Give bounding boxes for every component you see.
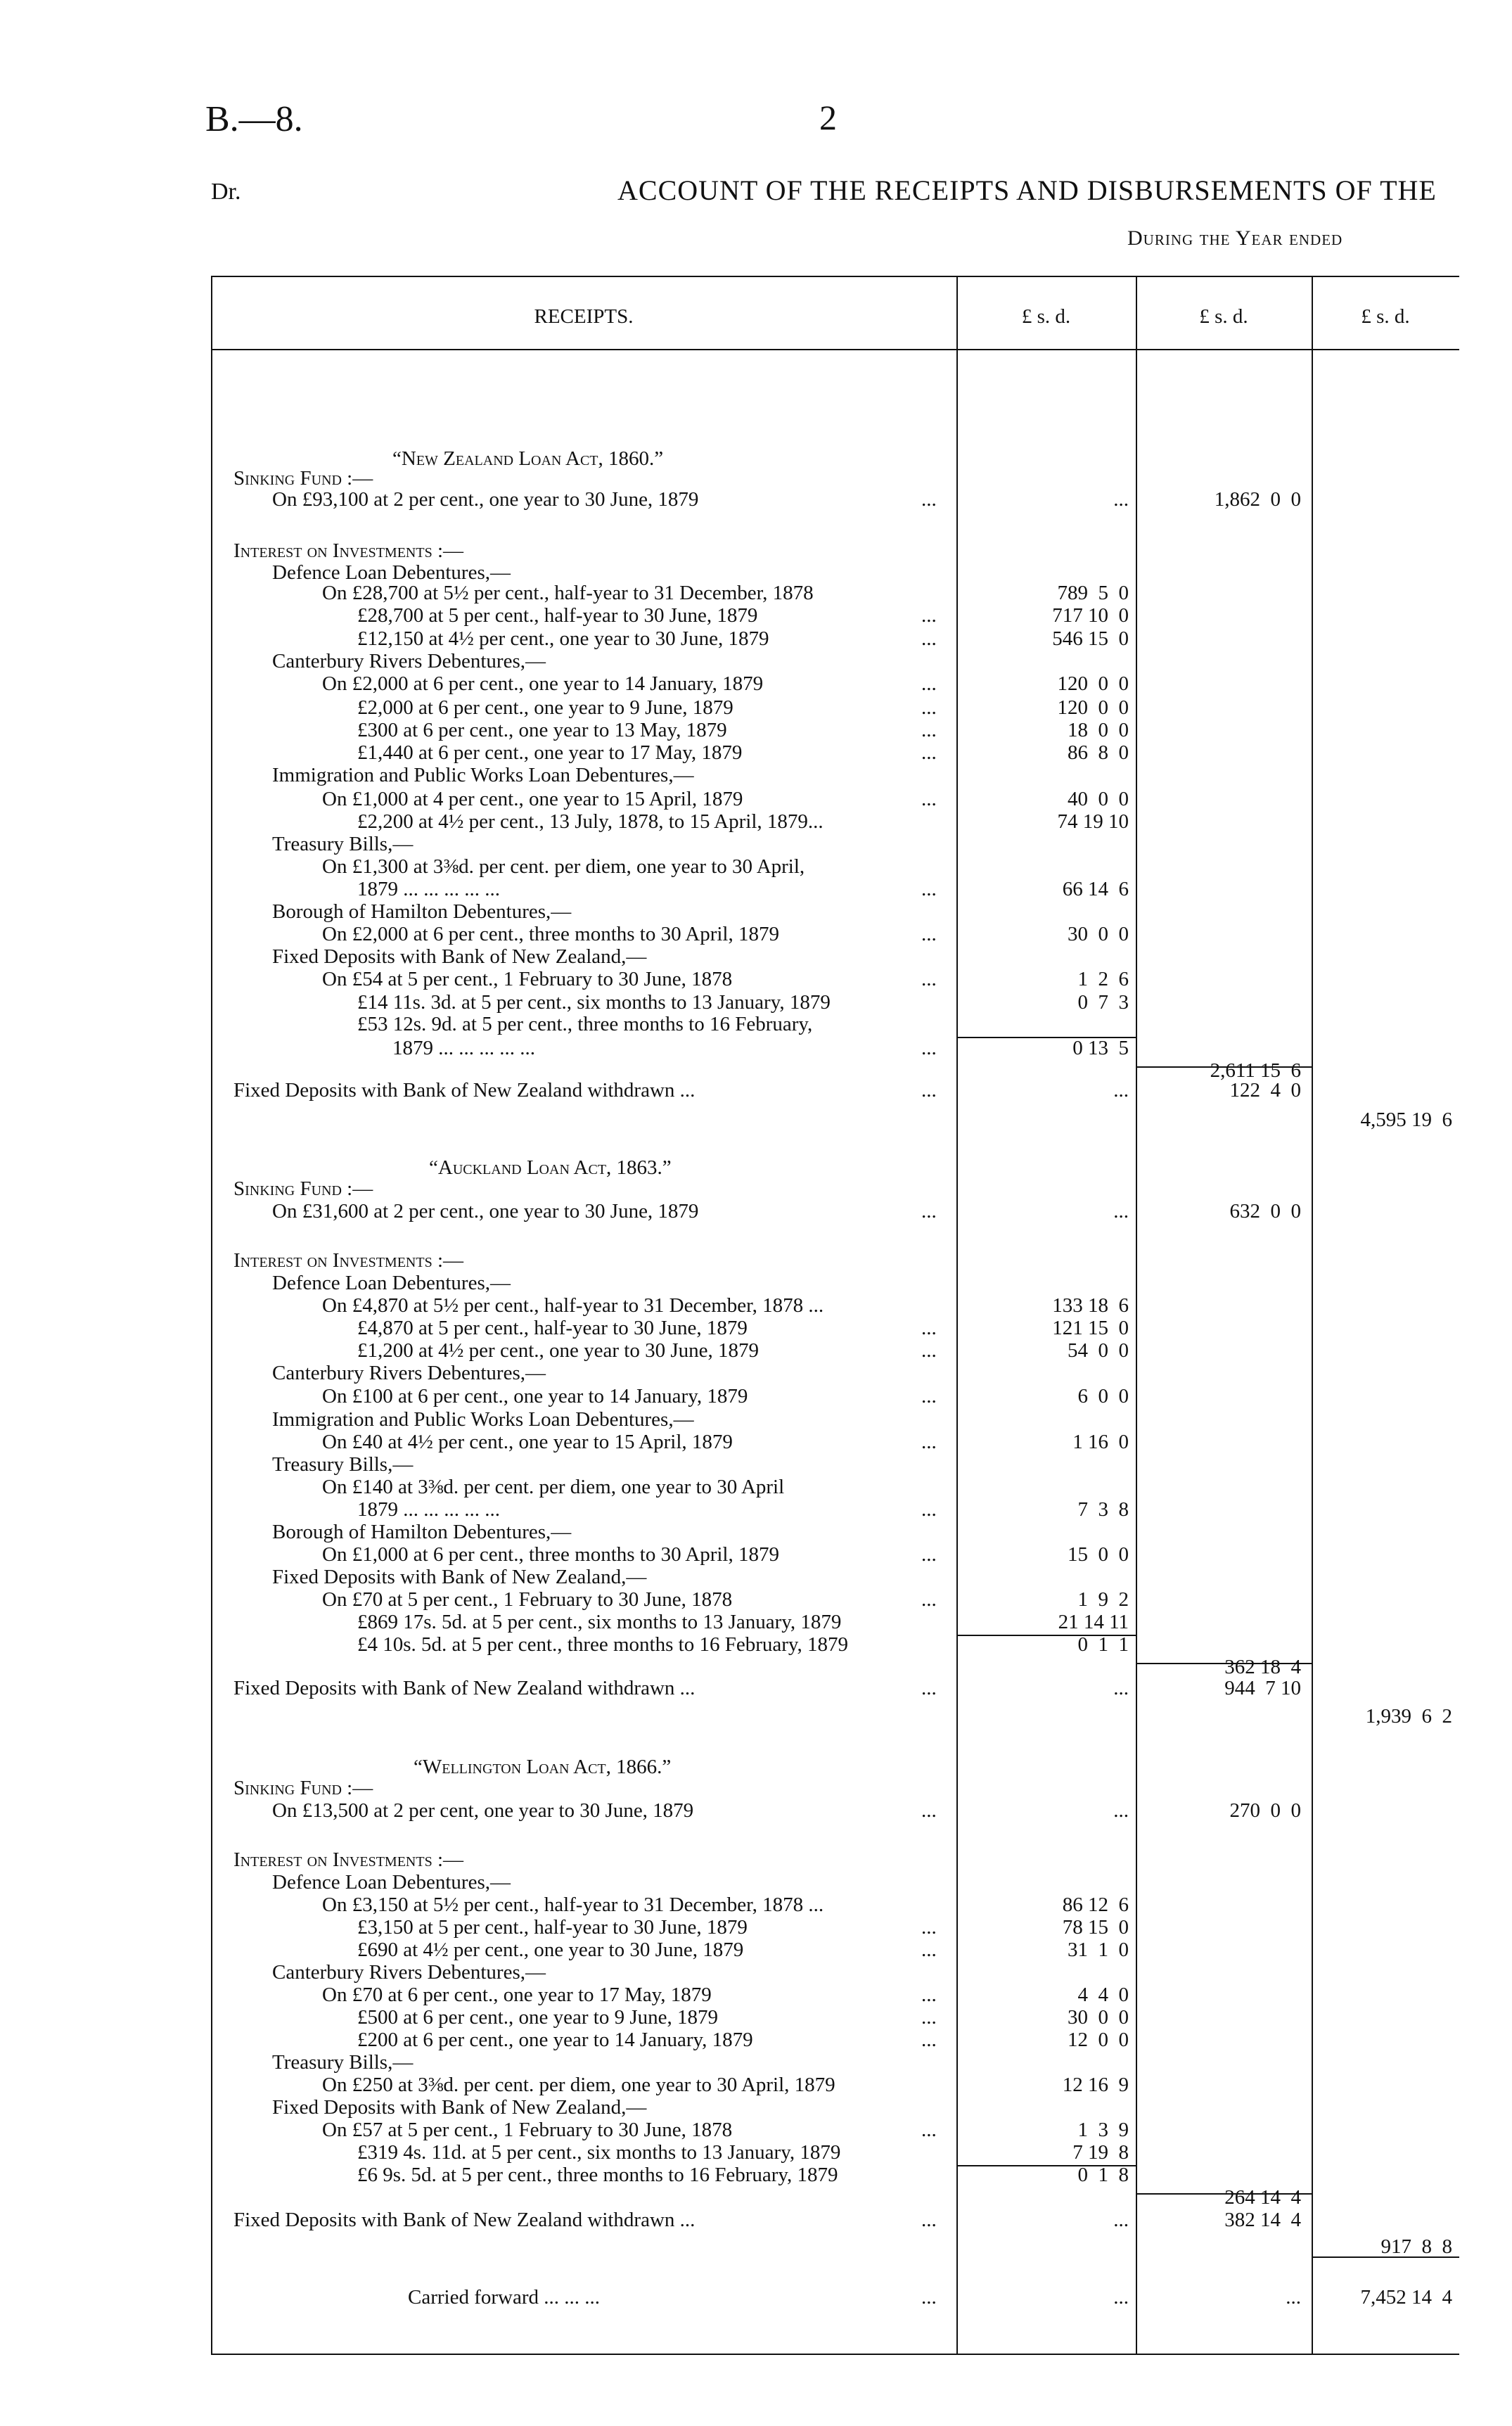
row-label: On £1,000 at 4 per cent., one year to 15 April, 1879 bbox=[322, 788, 743, 810]
row-dots: ... bbox=[921, 1677, 937, 1699]
table-row bbox=[211, 923, 1459, 947]
table-row bbox=[211, 2096, 1459, 2120]
row-label: £6 9s. 5d. at 5 per cent., three months to 16 February, 1879 bbox=[357, 2164, 838, 2186]
row-label: Treasury Bills,— bbox=[272, 2051, 414, 2074]
row-dots: ... bbox=[921, 627, 937, 650]
amount-c3: 4,595 19 6 bbox=[1360, 1109, 1452, 1131]
table-row bbox=[211, 604, 1459, 628]
row-dots: ... bbox=[921, 604, 937, 627]
row-label: On £250 at 3⅜d. per cent. per diem, one year to 30 April, 1879 bbox=[322, 2074, 835, 2096]
row-label: On £70 at 6 per cent., one year to 17 May, 1879 bbox=[322, 1984, 712, 2006]
table-row bbox=[211, 672, 1459, 696]
table-row bbox=[211, 582, 1459, 606]
amount-c1: ... bbox=[1113, 2209, 1129, 2231]
amount-c2: 270 0 0 bbox=[1229, 1799, 1301, 1822]
amount-c2: 1,862 0 0 bbox=[1214, 488, 1301, 511]
amount-c1: 66 14 6 bbox=[1062, 878, 1129, 900]
row-label: £200 at 6 per cent., one year to 14 January, 1879 bbox=[357, 2029, 753, 2051]
table-row bbox=[211, 1566, 1459, 1590]
row-label: Canterbury Rivers Debentures,— bbox=[272, 1961, 546, 1984]
amount-c1: 717 10 0 bbox=[1052, 604, 1129, 627]
title-line-2: During the Year ended bbox=[1127, 226, 1343, 250]
row-label: Carried forward ... ... ... bbox=[408, 2286, 600, 2309]
table-row bbox=[211, 2186, 1459, 2210]
row-label: On £93,100 at 2 per cent., one year to 30 June, 1879 bbox=[272, 488, 699, 511]
table-row bbox=[211, 1362, 1459, 1386]
row-dots: ... bbox=[921, 2006, 937, 2029]
row-label: On £100 at 6 per cent., one year to 14 January, 1879 bbox=[322, 1385, 748, 1407]
table-row bbox=[211, 1939, 1459, 1962]
row-dots: ... bbox=[921, 1431, 937, 1453]
table-row bbox=[211, 1633, 1459, 1657]
amount-c1: 12 16 9 bbox=[1062, 2074, 1129, 2096]
table-row bbox=[211, 1177, 1459, 1201]
row-dots: ... bbox=[921, 923, 937, 945]
row-dots: ... bbox=[921, 1588, 937, 1611]
table-row bbox=[211, 1339, 1459, 1363]
row-label: On £3,150 at 5½ per cent., half-year to 31 December, 1878 ... bbox=[322, 1894, 824, 1916]
row-label: On £4,870 at 5½ per cent., half-year to 31 December, 1878 ... bbox=[322, 1294, 824, 1317]
row-label: Fixed Deposits with Bank of New Zealand,— bbox=[272, 945, 647, 968]
receipts-header: RECEIPTS. bbox=[534, 305, 634, 328]
row-label: Treasury Bills,— bbox=[272, 1453, 414, 1476]
row-dots: ... bbox=[921, 968, 937, 990]
row-label: £12,150 at 4½ per cent., one year to 30 June, 1879 bbox=[357, 627, 769, 650]
table-row bbox=[211, 719, 1459, 743]
row-label: £2,000 at 6 per cent., one year to 9 June, 1879 bbox=[357, 696, 733, 719]
row-label: £319 4s. 11d. at 5 per cent., six months to 13 January, 1879 bbox=[357, 2141, 841, 2164]
table-row bbox=[211, 1799, 1459, 1823]
row-dots: ... bbox=[921, 1799, 937, 1822]
row-dots: ... bbox=[921, 1543, 937, 1566]
row-dots: ... bbox=[921, 696, 937, 719]
row-dots: ... bbox=[921, 1200, 937, 1222]
row-label: Canterbury Rivers Debentures,— bbox=[272, 1362, 546, 1384]
amount-c1: 78 15 0 bbox=[1062, 1916, 1129, 1939]
row-dots: ... bbox=[921, 2029, 937, 2051]
dr-label: Dr. bbox=[211, 179, 241, 205]
table-row bbox=[211, 1408, 1459, 1432]
page-number: 2 bbox=[819, 98, 837, 137]
amount-c1: ... bbox=[1113, 1200, 1129, 1222]
amount-c1: 1 3 9 bbox=[1077, 2119, 1129, 2141]
row-label: Sinking Fund :— bbox=[233, 1777, 373, 1799]
table-row bbox=[211, 2029, 1459, 2052]
row-label: On £140 at 3⅜d. per cent. per diem, one year to 30 April bbox=[322, 1476, 785, 1498]
amount-c1: ... bbox=[1113, 1079, 1129, 1102]
row-label: On £2,000 at 6 per cent., one year to 14 January, 1879 bbox=[322, 672, 764, 695]
table-row bbox=[211, 1656, 1459, 1680]
amount-c1: 1 16 0 bbox=[1072, 1431, 1129, 1453]
amount-c1: 6 0 0 bbox=[1077, 1385, 1129, 1407]
amount-c1: 0 7 3 bbox=[1077, 991, 1129, 1014]
table-row bbox=[211, 1385, 1459, 1409]
amount-c1: ... bbox=[1113, 2286, 1129, 2309]
row-label: Borough of Hamilton Debentures,— bbox=[272, 900, 572, 923]
table-top-rule bbox=[211, 276, 1459, 277]
row-dots: ... bbox=[921, 488, 937, 511]
amount-c1: 40 0 0 bbox=[1068, 788, 1129, 810]
row-label: On £40 at 4½ per cent., one year to 15 April, 1879 bbox=[322, 1431, 733, 1453]
table-row bbox=[211, 1431, 1459, 1455]
row-label: Canterbury Rivers Debentures,— bbox=[272, 650, 546, 672]
amount-c1: 15 0 0 bbox=[1068, 1543, 1129, 1566]
table-row bbox=[211, 627, 1459, 651]
table-row bbox=[211, 1961, 1459, 1985]
table-row bbox=[211, 2119, 1459, 2143]
table-row bbox=[211, 2006, 1459, 2030]
page-code: B.—8. bbox=[205, 99, 303, 139]
table-row bbox=[211, 1611, 1459, 1635]
amount-c1: ... bbox=[1113, 488, 1129, 511]
table-row bbox=[211, 1079, 1459, 1103]
amount-c1: ... bbox=[1113, 1799, 1129, 1822]
row-dots: ... bbox=[921, 1984, 937, 2006]
amount-c1: 30 0 0 bbox=[1068, 2006, 1129, 2029]
amount-c1: 7 3 8 bbox=[1077, 1498, 1129, 1521]
row-label: 1879 ... ... ... ... ... bbox=[357, 1498, 500, 1521]
row-label: £500 at 6 per cent., one year to 9 June, 1879 bbox=[357, 2006, 718, 2029]
row-label: On £57 at 5 per cent., 1 February to 30 June, 1878 bbox=[322, 2119, 733, 2141]
table-bottom-rule bbox=[211, 2354, 1459, 2355]
table-row bbox=[211, 1871, 1459, 1895]
table-row bbox=[211, 1453, 1459, 1477]
amount-c1: 0 13 5 bbox=[1072, 1037, 1129, 1059]
amount-c1: ... bbox=[1113, 1677, 1129, 1699]
table-row bbox=[211, 2286, 1459, 2310]
amount-c2: 632 0 0 bbox=[1229, 1200, 1301, 1222]
row-label: £3,150 at 5 per cent., half-year to 30 June, 1879 bbox=[357, 1916, 748, 1939]
row-label: £690 at 4½ per cent., one year to 30 June, 1879 bbox=[357, 1939, 744, 1961]
col2-header: £ s. d. bbox=[1199, 305, 1248, 328]
amount-c3: 1,939 6 2 bbox=[1365, 1705, 1452, 1728]
row-label: Sinking Fund :— bbox=[233, 467, 373, 490]
row-label: On £70 at 5 per cent., 1 February to 30 June, 1878 bbox=[322, 1588, 733, 1611]
table-row bbox=[211, 1037, 1459, 1061]
amount-c1: 120 0 0 bbox=[1057, 672, 1129, 695]
table-row bbox=[211, 1156, 1459, 1180]
amount-c1: 12 0 0 bbox=[1068, 2029, 1129, 2051]
table-row bbox=[211, 1294, 1459, 1318]
amount-c1: 74 19 10 bbox=[1057, 810, 1129, 833]
row-dots: ... bbox=[921, 878, 937, 900]
amount-c2: 122 4 0 bbox=[1229, 1079, 1301, 1102]
row-label: £1,440 at 6 per cent., one year to 17 May, 1879 bbox=[357, 741, 743, 764]
table-row bbox=[211, 1677, 1459, 1701]
row-label: £869 17s. 5d. at 5 per cent., six months to 13 January, 1879 bbox=[357, 1611, 842, 1633]
row-label: On £54 at 5 per cent., 1 February to 30 June, 1878 bbox=[322, 968, 733, 990]
row-label: On £31,600 at 2 per cent., one year to 30 June, 1879 bbox=[272, 1200, 699, 1222]
row-label: Defence Loan Debentures,— bbox=[272, 1272, 511, 1294]
row-dots: ... bbox=[921, 2209, 937, 2231]
table-row bbox=[211, 741, 1459, 765]
row-label: Fixed Deposits with Bank of New Zealand,— bbox=[272, 1566, 647, 1588]
row-dots: ... bbox=[921, 1317, 937, 1339]
table-row bbox=[211, 2074, 1459, 2098]
row-label: On £28,700 at 5½ per cent., half-year to 31 December, 1878 bbox=[322, 582, 814, 604]
table-row bbox=[211, 696, 1459, 720]
row-label: Immigration and Public Works Loan Debentures,— bbox=[272, 1408, 694, 1431]
amount-c1: 0 1 8 bbox=[1077, 2164, 1129, 2186]
amount-c1: 789 5 0 bbox=[1057, 582, 1129, 604]
table-row bbox=[211, 1317, 1459, 1341]
table-row bbox=[211, 1777, 1459, 1801]
table-row bbox=[211, 1705, 1459, 1729]
table-row bbox=[211, 467, 1459, 491]
row-dots: ... bbox=[921, 741, 937, 764]
row-label: Interest on Investments :— bbox=[233, 540, 464, 562]
table-row bbox=[211, 1272, 1459, 1296]
amount-c2: 264 14 4 bbox=[1224, 2186, 1301, 2209]
table-row bbox=[211, 764, 1459, 788]
row-dots: ... bbox=[921, 1339, 937, 1362]
row-label: Interest on Investments :— bbox=[233, 1849, 464, 1871]
row-label: £14 11s. 3d. at 5 per cent., six months to 13 January, 1879 bbox=[357, 991, 831, 1014]
row-label: £2,200 at 4½ per cent., 13 July, 1878, to 15 April, 1879... bbox=[357, 810, 824, 833]
table-row bbox=[211, 2141, 1459, 2165]
table-row bbox=[211, 2209, 1459, 2233]
row-dots: ... bbox=[921, 2286, 937, 2309]
amount-c1: 54 0 0 bbox=[1068, 1339, 1129, 1362]
amount-c1: 121 15 0 bbox=[1052, 1317, 1129, 1339]
table-row bbox=[211, 1476, 1459, 1500]
amount-c1: 86 8 0 bbox=[1068, 741, 1129, 764]
row-label: £28,700 at 5 per cent., half-year to 30 June, 1879 bbox=[357, 604, 758, 627]
row-label: “Wellington Loan Act, 1866.” bbox=[414, 1756, 672, 1778]
row-dots: ... bbox=[921, 788, 937, 810]
table-row bbox=[211, 1543, 1459, 1567]
table-row bbox=[211, 1916, 1459, 1940]
amount-c1: 1 2 6 bbox=[1077, 968, 1129, 990]
amount-c3: 917 8 8 bbox=[1380, 2235, 1452, 2258]
row-label: £4,870 at 5 per cent., half-year to 30 June, 1879 bbox=[357, 1317, 748, 1339]
amount-c1: 21 14 11 bbox=[1058, 1611, 1129, 1633]
receipts-table bbox=[211, 276, 1459, 2358]
table-row bbox=[211, 1249, 1459, 1273]
table-row bbox=[211, 1498, 1459, 1522]
table-row bbox=[211, 1013, 1459, 1037]
table-row bbox=[211, 540, 1459, 563]
table-row bbox=[211, 991, 1459, 1015]
row-label: Fixed Deposits with Bank of New Zealand withdrawn ... bbox=[233, 2209, 696, 2231]
table-row bbox=[211, 2051, 1459, 2075]
row-label: £4 10s. 5d. at 5 per cent., three months to 16 February, 1879 bbox=[357, 1633, 849, 1656]
amount-c1: 30 0 0 bbox=[1068, 923, 1129, 945]
table-row bbox=[211, 1200, 1459, 1224]
amount-c1: 86 12 6 bbox=[1062, 1894, 1129, 1916]
table-row bbox=[211, 1588, 1459, 1612]
amount-c2: ... bbox=[1286, 2286, 1301, 2309]
table-row bbox=[211, 855, 1459, 879]
row-label: On £13,500 at 2 per cent, one year to 30 June, 1879 bbox=[272, 1799, 694, 1822]
table-row bbox=[211, 650, 1459, 674]
table-row bbox=[211, 1521, 1459, 1545]
col1-header: £ s. d. bbox=[1021, 305, 1071, 328]
amount-c1: 133 18 6 bbox=[1052, 1294, 1129, 1317]
row-label: On £2,000 at 6 per cent., three months to 30 April, 1879 bbox=[322, 923, 779, 945]
amount-c3: 7,452 14 4 bbox=[1360, 2286, 1452, 2309]
amount-c2: 2,611 15 6 bbox=[1210, 1059, 1301, 1082]
table-row bbox=[211, 2235, 1459, 2259]
row-label: “New Zealand Loan Act, 1860.” bbox=[392, 447, 664, 470]
row-label: On £1,300 at 3⅜d. per cent. per diem, one year to 30 April, bbox=[322, 855, 805, 878]
table-row bbox=[211, 810, 1459, 834]
amount-c1: 4 4 0 bbox=[1077, 1984, 1129, 2006]
table-row bbox=[211, 2164, 1459, 2188]
row-dots: ... bbox=[921, 1037, 937, 1059]
row-label: “Auckland Loan Act, 1863.” bbox=[429, 1156, 672, 1179]
amount-c1: 18 0 0 bbox=[1068, 719, 1129, 741]
amount-c1: 0 1 1 bbox=[1077, 1633, 1129, 1656]
amount-c2: 382 14 4 bbox=[1224, 2209, 1301, 2231]
row-label: £300 at 6 per cent., one year to 13 May, 1879 bbox=[357, 719, 727, 741]
row-label: Immigration and Public Works Loan Debentures,— bbox=[272, 764, 694, 786]
amount-c2: 362 18 4 bbox=[1224, 1656, 1301, 1678]
col3-header: £ s. d. bbox=[1361, 305, 1410, 328]
table-row bbox=[211, 788, 1459, 812]
row-label: Defence Loan Debentures,— bbox=[272, 561, 511, 584]
row-label: Borough of Hamilton Debentures,— bbox=[272, 1521, 572, 1543]
table-row bbox=[211, 833, 1459, 857]
amount-c1: 31 1 0 bbox=[1068, 1939, 1129, 1961]
table-row bbox=[211, 945, 1459, 969]
row-label: Treasury Bills,— bbox=[272, 833, 414, 855]
row-label: Fixed Deposits with Bank of New Zealand withdrawn ... bbox=[233, 1079, 696, 1102]
row-dots: ... bbox=[921, 1939, 937, 1961]
header-rule bbox=[211, 349, 1459, 350]
table-row bbox=[211, 900, 1459, 924]
row-dots: ... bbox=[921, 2119, 937, 2141]
table-row bbox=[211, 1984, 1459, 2007]
amount-c1: 7 19 8 bbox=[1072, 2141, 1129, 2164]
row-label: Fixed Deposits with Bank of New Zealand withdrawn ... bbox=[233, 1677, 696, 1699]
row-dots: ... bbox=[921, 1079, 937, 1102]
row-label: 1879 ... ... ... ... ... bbox=[392, 1037, 535, 1059]
row-dots: ... bbox=[921, 719, 937, 741]
row-label: £53 12s. 9d. at 5 per cent., three months to 16 February, bbox=[357, 1013, 813, 1035]
amount-c1: 1 9 2 bbox=[1077, 1588, 1129, 1611]
amount-c2: 944 7 10 bbox=[1224, 1677, 1301, 1699]
row-label: Interest on Investments :— bbox=[233, 1249, 464, 1272]
table-row bbox=[211, 1756, 1459, 1780]
table-row bbox=[211, 1894, 1459, 1917]
row-label: Fixed Deposits with Bank of New Zealand,— bbox=[272, 2096, 647, 2119]
row-label: 1879 ... ... ... ... ... bbox=[357, 878, 500, 900]
row-dots: ... bbox=[921, 1916, 937, 1939]
table-row bbox=[211, 1109, 1459, 1132]
title-line-1: ACCOUNT OF THE RECEIPTS AND DISBURSEMENTS OF THE bbox=[617, 174, 1437, 206]
table-row bbox=[211, 968, 1459, 992]
row-dots: ... bbox=[921, 1385, 937, 1407]
row-label: £1,200 at 4½ per cent., one year to 30 June, 1879 bbox=[357, 1339, 759, 1362]
amount-c1: 120 0 0 bbox=[1057, 696, 1129, 719]
row-dots: ... bbox=[921, 1498, 937, 1521]
table-row bbox=[211, 878, 1459, 902]
table-row bbox=[211, 1849, 1459, 1872]
row-label: Sinking Fund :— bbox=[233, 1177, 373, 1200]
row-dots: ... bbox=[921, 672, 937, 695]
amount-c1: 546 15 0 bbox=[1052, 627, 1129, 650]
row-label: Defence Loan Debentures,— bbox=[272, 1871, 511, 1894]
row-label: On £1,000 at 6 per cent., three months to 30 April, 1879 bbox=[322, 1543, 779, 1566]
table-row bbox=[211, 488, 1459, 512]
